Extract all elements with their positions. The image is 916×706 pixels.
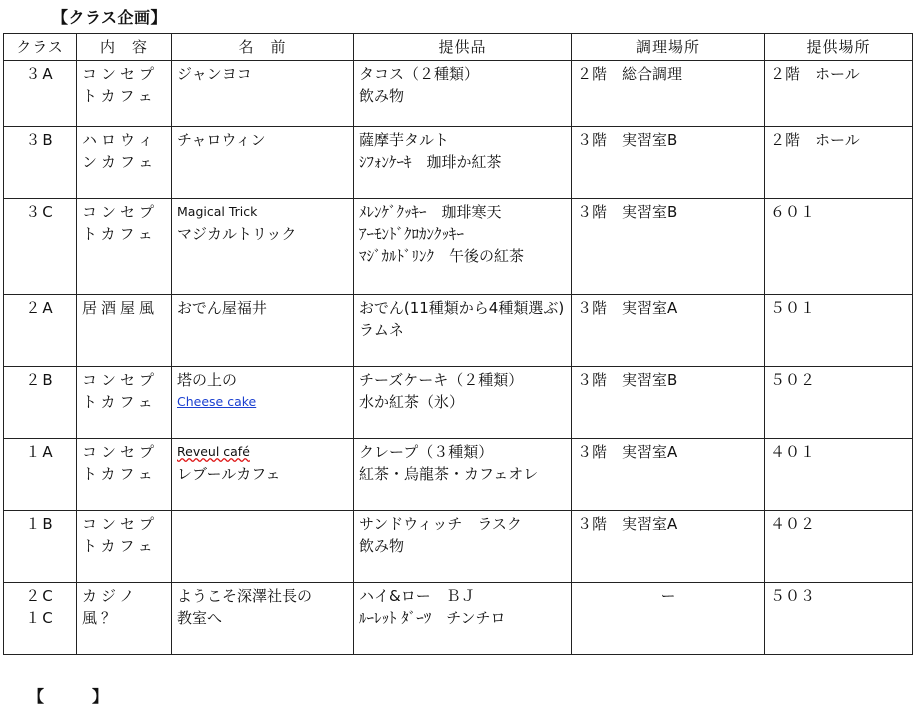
cell-class: １A <box>4 439 77 511</box>
cell-items: タコス（２種類） 飲み物 <box>354 61 572 127</box>
next-section-heading: 【 】 <box>28 687 109 706</box>
column-header-cooking-place: 調理場所 <box>572 34 765 61</box>
table-row <box>4 61 913 127</box>
cell-items: おでん(11種類から4種類選ぶ) ラムネ <box>354 295 572 367</box>
cell-cooking-place: ３階 実習室A <box>572 439 765 511</box>
cell-name <box>172 511 354 583</box>
name-line: 塔の上の <box>177 371 238 389</box>
table-row <box>4 367 913 439</box>
cell-content: ハロウィンカフェ <box>77 127 172 199</box>
cell-serving-place: ２階 ホール <box>765 61 913 127</box>
cell-content: コンセプトカフェ <box>77 367 172 439</box>
cell-serving-place: ６０１ <box>765 199 913 295</box>
column-header-name: 名 前 <box>172 34 354 61</box>
table-row <box>4 127 913 199</box>
cell-content: コンセプトカフェ <box>77 439 172 511</box>
table-row <box>4 295 913 367</box>
cell-name <box>172 61 354 127</box>
cell-content: コンセプトカフェ <box>77 511 172 583</box>
cell-name <box>172 127 354 199</box>
cell-serving-place: ２階 ホール <box>765 127 913 199</box>
section-heading: 【クラス企画】 <box>52 8 168 27</box>
cell-cooking-place: ２階 総合調理 <box>572 61 765 127</box>
cell-serving-place: ５０３ <box>765 583 913 655</box>
cell-cooking-place: ３階 実習室B <box>572 199 765 295</box>
cell-serving-place: ４０２ <box>765 511 913 583</box>
cell-class: ３A <box>4 61 77 127</box>
table-row <box>4 511 913 583</box>
cell-serving-place: ５０２ <box>765 367 913 439</box>
class-plan-table <box>3 33 913 655</box>
cell-items: ﾒﾚﾝｹﾞｸｯｷｰ 珈琲寒天 ｱｰﾓﾝﾄﾞｸﾛｶﾝｸｯｷｰ ﾏｼﾞｶﾙﾄﾞﾘﾝｸ 午後の紅茶 <box>354 199 572 295</box>
table-header-row <box>4 34 913 61</box>
cell-content: 居酒屋風 <box>77 295 172 367</box>
cell-name <box>172 295 354 367</box>
table-row <box>4 583 913 655</box>
name-line: おでん屋福井 <box>177 299 267 317</box>
name-link[interactable]: Cheese cake <box>177 394 257 409</box>
cell-items: クレープ（３種類） 紅茶・烏龍茶・カフェオレ <box>354 439 572 511</box>
cell-serving-place: ５０１ <box>765 295 913 367</box>
cell-class: ３B <box>4 127 77 199</box>
name-line-english: Reveul café <box>177 444 250 459</box>
cell-class: ２C １C <box>4 583 77 655</box>
cell-cooking-place: ３階 実習室A <box>572 295 765 367</box>
name-line-katakana: マジカルトリック <box>177 225 297 243</box>
cell-items: 薩摩芋タルト ｼﾌｫﾝｹｰｷ 珈琲か紅茶 <box>354 127 572 199</box>
column-header-items: 提供品 <box>354 34 572 61</box>
cell-class: ２A <box>4 295 77 367</box>
cell-name <box>172 583 354 655</box>
name-line: 教室へ <box>177 609 223 627</box>
cell-cooking-place: ３階 実習室B <box>572 127 765 199</box>
cell-content: コンセプトカフェ <box>77 61 172 127</box>
cell-name <box>172 199 354 295</box>
cell-content: コンセプトカフェ <box>77 199 172 295</box>
name-line-english: Magical Trick <box>177 204 258 219</box>
name-line: ようこそ深澤社長の <box>177 587 313 605</box>
cell-content: カジノ風？ <box>77 583 172 655</box>
cell-cooking-place: ３階 実習室B <box>572 367 765 439</box>
table-row <box>4 439 913 511</box>
cell-name <box>172 367 354 439</box>
cell-cooking-place: ー <box>572 583 765 655</box>
column-header-class: クラス <box>4 34 77 61</box>
cell-items: チーズケーキ（２種類） 水か紅茶（氷） <box>354 367 572 439</box>
cell-class: ２B <box>4 367 77 439</box>
cell-class: ３C <box>4 199 77 295</box>
cell-items: ハイ&ロー ＢＪ ﾙｰﾚｯﾄ ﾀﾞｰﾂ チンチロ <box>354 583 572 655</box>
name-line: ジャンヨコ <box>177 65 252 83</box>
cell-name <box>172 439 354 511</box>
column-header-content: 内 容 <box>77 34 172 61</box>
column-header-serving-place: 提供場所 <box>765 34 913 61</box>
cell-cooking-place: ３階 実習室A <box>572 511 765 583</box>
cell-serving-place: ４０１ <box>765 439 913 511</box>
name-line-katakana: レブールカフェ <box>177 465 281 483</box>
cell-items: サンドウィッチ ラスク 飲み物 <box>354 511 572 583</box>
name-line: チャロウィン <box>177 131 266 149</box>
cell-class: １B <box>4 511 77 583</box>
table-row <box>4 199 913 295</box>
